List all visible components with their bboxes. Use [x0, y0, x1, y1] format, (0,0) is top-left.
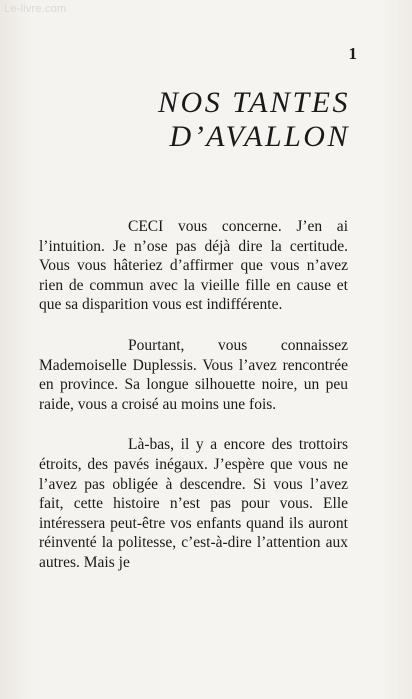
paragraph-2: Pourtant, vous connaissez Mademoiselle Duplessis. Vous l’avez rencontrée en province. Sa longue silhouette noire, un peu raide, vous a croisé au moins une fois.: [39, 336, 348, 413]
chapter-title-line-2: D’AVALLON: [169, 120, 350, 153]
paragraph-3: Là-bas, il y a encore des trottoirs étroits, des pavés inégaux. J’espère que vous ne l’avez pas obligée à descendre. Si vous l’avez fait, cette histoire n’est pas pour vous. Elle intéressera peut-être vos enfants quand ils auront réinventé la politesse, c’est-à-dire l’attention aux autres. Mais je: [39, 436, 348, 571]
page-number: 1: [348, 44, 357, 63]
body-text: [39, 217, 348, 573]
paragraph-1: CECI vous concerne. J’en ai l’intuition. Je n’ose pas déjà dire la certitude. Vous vous hâteriez d’affirmer que vous n’avez rien de commun avec la vieille fille en cause et que sa disparition vous est indifférente.: [39, 218, 348, 314]
chapter-title: [0, 86, 350, 154]
chapter-title-line-1: NOS TANTES: [158, 86, 350, 119]
watermark: Le-livre.com: [4, 3, 67, 15]
